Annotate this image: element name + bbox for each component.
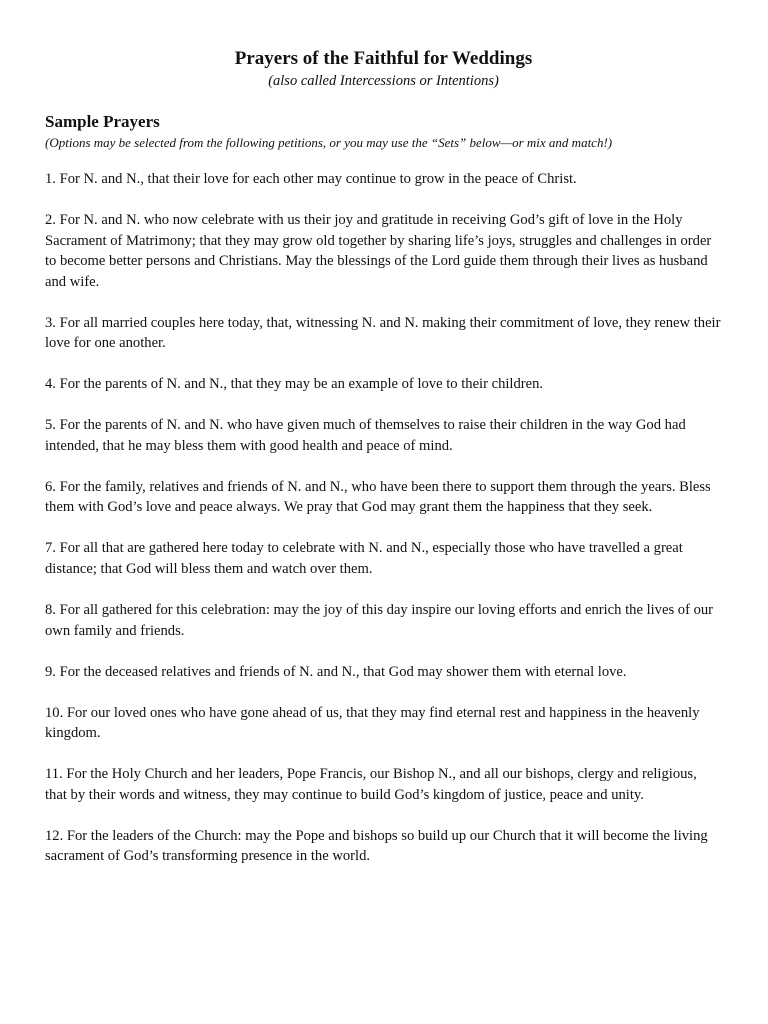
prayer-item: 4. For the parents of N. and N., that they may be an example of love to their children. (45, 376, 544, 393)
prayer-list (45, 169, 722, 867)
prayer-item: 7. For all that are gathered here today to celebrate with N. and N., especially those who have travelled a great distance; that God will bless them and watch over them. (45, 540, 683, 578)
prayer-item: 11. For the Holy Church and her leaders, Pope Francis, our Bishop N., and all our bishops, clergy and religious, that by their words and witness, they may continue to build God’s kingdom of justice, peace and unity. (45, 766, 697, 803)
document-subtitle: (also called Intercessions or Intentions) (268, 73, 499, 89)
section-heading: Sample Prayers (45, 112, 160, 131)
prayer-item: 2. For N. and N. who now celebrate with us their joy and gratitude in receiving God’s gift of love in the Holy Sacrament of Matrimony; that they may grow old together by sharing life’s joys, struggles and challenges in order to become better persons and Christians. May the blessings of the Lord guide them through their lives as husband and wife. (45, 211, 712, 290)
section-note: (Options may be selected from the following petitions, or you may use the “Sets” below—or mix and match!) (45, 135, 613, 150)
prayer-item: 12. For the leaders of the Church: may the Pope and bishops so build up our Church that it will become the living sacrament of God’s transforming presence in the world. (45, 827, 708, 865)
prayer-item: 5. For the parents of N. and N. who have given much of themselves to raise their children in the way God had intended, that he may bless them with good health and peace of mind. (45, 417, 686, 454)
document-title: Prayers of the Faithful for Weddings (234, 48, 533, 69)
prayer-item: 3. For all married couples here today, that, witnessing N. and N. making their commitment of love, they renew their love for one another. (45, 314, 721, 352)
prayer-item: 8. For all gathered for this celebration: may the joy of this day inspire our loving efforts and enrich the lives of our own family and friends. (45, 602, 714, 639)
prayer-item: 10. For our loved ones who have gone ahead of us, that they may find eternal rest and happiness in the heavenly kingdom. (45, 704, 700, 742)
prayer-item: 6. For the family, relatives and friends of N. and N., who have been there to support them through the years. Bless them with God’s love and peace always. We pray that God may grant them the happiness that they seek. (45, 478, 711, 516)
prayer-item: 1. For N. and N., that their love for each other may continue to grow in the peace of Christ. (45, 171, 577, 187)
prayer-item: 9. For the deceased relatives and friends of N. and N., that God may shower them with eternal love. (45, 663, 627, 680)
